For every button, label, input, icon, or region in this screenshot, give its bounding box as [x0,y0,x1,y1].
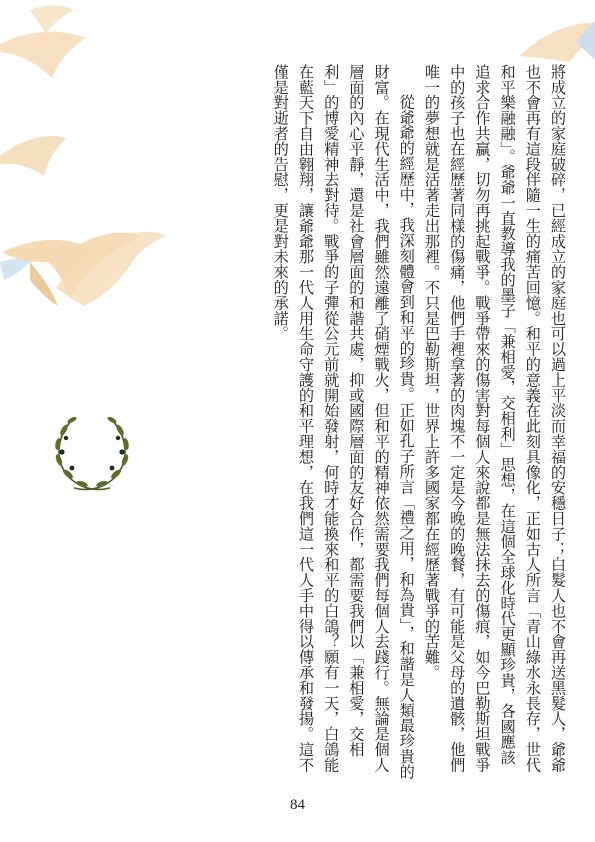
paragraph: 將成立的家庭破碎，已經成立的家庭也可以過上平淡而幸福的安穩日子；白髮人也不會再送黑髮人，爺爺也不會再有這段伴隨一生的痛苦回憶。和平的意義在此刻具像化，正如古人所言「青山綠水永長存，世代和平樂融融」。爺爺一直教導我的墨子「兼相愛，交相利」思想，在這個全球化時代更顯珍貴，各國應該追求合作共贏，切勿再挑起戰爭。戰爭帶來的傷害對每個人來說都是無法抹去的傷痕，如今巴勒斯坦戰爭中的孩子也在經歷著同樣的傷痛，他們手裡拿著的肉塊不一定是今晚的晚餐，有可能是父母的遺骸，他們唯一的夢想就是活著走出那裡。不只是巴勒斯坦，世界上許多國家都在經歷著戰爭的苦難。 [422,64,567,773]
dove-icon [0,259,30,280]
olive-wreath-icon [54,416,129,490]
body-text [268,64,570,780]
paragraph: 從爺爺的經歷中，我深刻體會到和平的珍貴。正如孔子所言「禮之用，和為貴」，和諧是人類最珍貴的財富。在現代生活中，我們雖然遠離了硝煙戰火，但和平的精神依然需要我們每個人去踐行。無論是個人層面的內心平靜，還是社會層面的和諧共處，抑或國際層面的友好合作，都需要我們以「兼相愛，交相利」的博愛精神去對待。戰爭的子彈從公元前就開始發射，何時才能換來和平的白鴿？願有一天，白鴿能在藍天下自由翱翔，讓爺爺那一代人用生命守護的和平理想，在我們這一代人手中得以傳承和發揚。這不僅是對逝者的告慰，更是對未來的承諾。 [271,64,416,780]
dove-icon [0,136,66,176]
dove-icon [2,233,140,306]
dove-icon [0,6,86,79]
dove-icon [56,232,166,306]
page-number: 84 [290,797,305,813]
dove-icon [520,22,595,62]
